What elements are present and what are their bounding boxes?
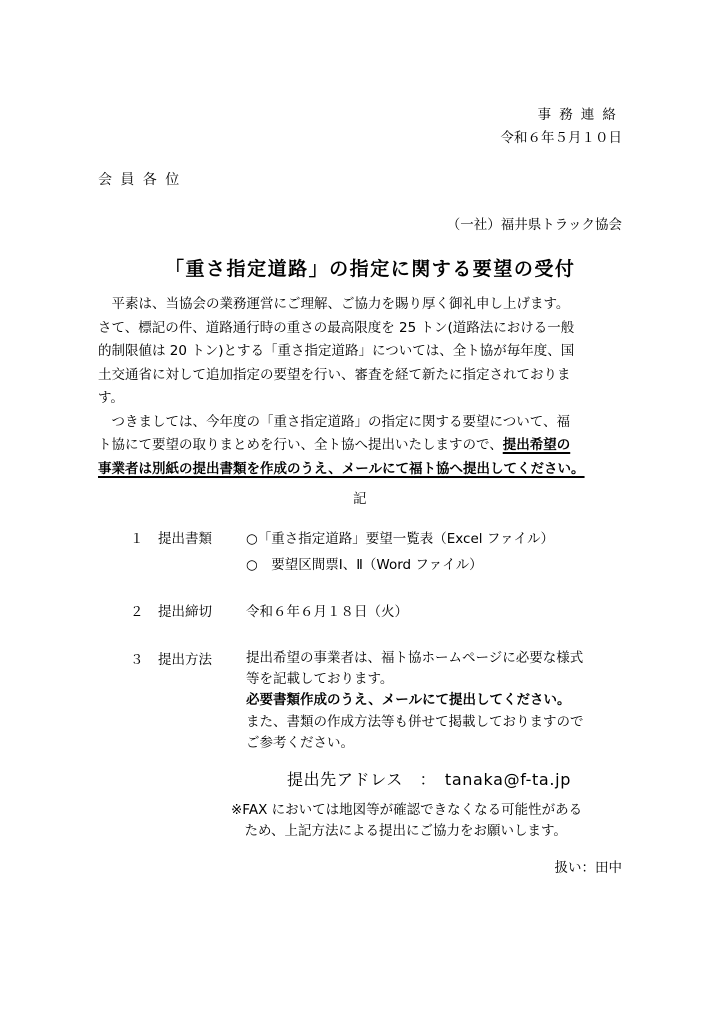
item-value-block [246,712,584,754]
item-value: 令和６年６月１８日（火） [246,604,408,620]
document-date: 令和６年５月１０日 [500,130,622,146]
body-text: ト協にて要望の取りまとめを行い、全ト協へ提出いたしますので、 [98,437,503,453]
ki-heading: 記 [353,491,367,507]
recipient: 会員各位 [98,172,188,188]
body-line: 平素は、当協会の業務運営にご理解、ご協力を賜り厚く御礼申し上げます。 [98,296,570,312]
item-line: 提出希望の事業者は、福ト協ホームページに必要な様式 [246,650,584,666]
item-line: また、書類の作成方法等も併せて掲載しておりますので [246,714,584,730]
item-line: 等を記載しております。 [246,671,394,687]
item-label: 提出書類 [158,531,212,547]
handler: 扱い：田中 [554,860,622,876]
submission-address: 提出先アドレス ： tanaka@f-ta.jp [287,770,571,789]
item-label: 提出方法 [158,652,212,668]
page-title: 「重さ指定道路」の指定に関する要望の受付 [165,258,576,280]
sender: （一社）福井県トラック協会 [446,217,622,233]
note-line: ※FAX においては地図等が確認できなくなる可能性がある [231,802,583,818]
body-paragraph-1 [98,293,585,481]
body-line [98,434,585,458]
item-label: 提出締切 [158,604,212,620]
item-line: ご参考ください。 [246,735,354,751]
document-type: 事務連絡 [537,107,624,123]
item-value: ○「重さ指定道路」要望一覧表（Excel ファイル） [246,531,555,547]
item-value: ○ 要望区間票Ⅰ、Ⅱ（Word ファイル） [246,557,483,573]
emphasis-line: 事業者は別紙の提出書類を作成のうえ、メールにて福ト協へ提出してください。 [98,460,585,477]
body-line: つきましては、今年度の「重さ指定道路」の指定に関する要望について、福 [98,413,570,430]
body-line: す。 [98,390,124,406]
body-line: 土交通省に対して追加指定の要望を行い、審査を経て新たに指定されておりま [98,366,571,383]
note-line: ため、上記方法による提出にご協力をお願いします。 [231,823,567,839]
emphasis-text: 提出希望の [502,437,571,453]
body-line: 的制限値は 20 トン)とする「重さ指定道路」については、全ト協が毎年度、国 [98,343,575,359]
body-line: さて、標記の件、道路通行時の重さの最高限度を 25 トン(道路法における一般 [98,319,575,336]
item-number: １ [130,531,144,547]
item-line-bold: 必要書類作成のうえ、メールにて提出してください。 [246,692,571,708]
fax-note [231,800,582,842]
item-number: ３ [130,652,144,668]
item-number: ２ [130,604,144,620]
item-value-block [246,648,583,711]
